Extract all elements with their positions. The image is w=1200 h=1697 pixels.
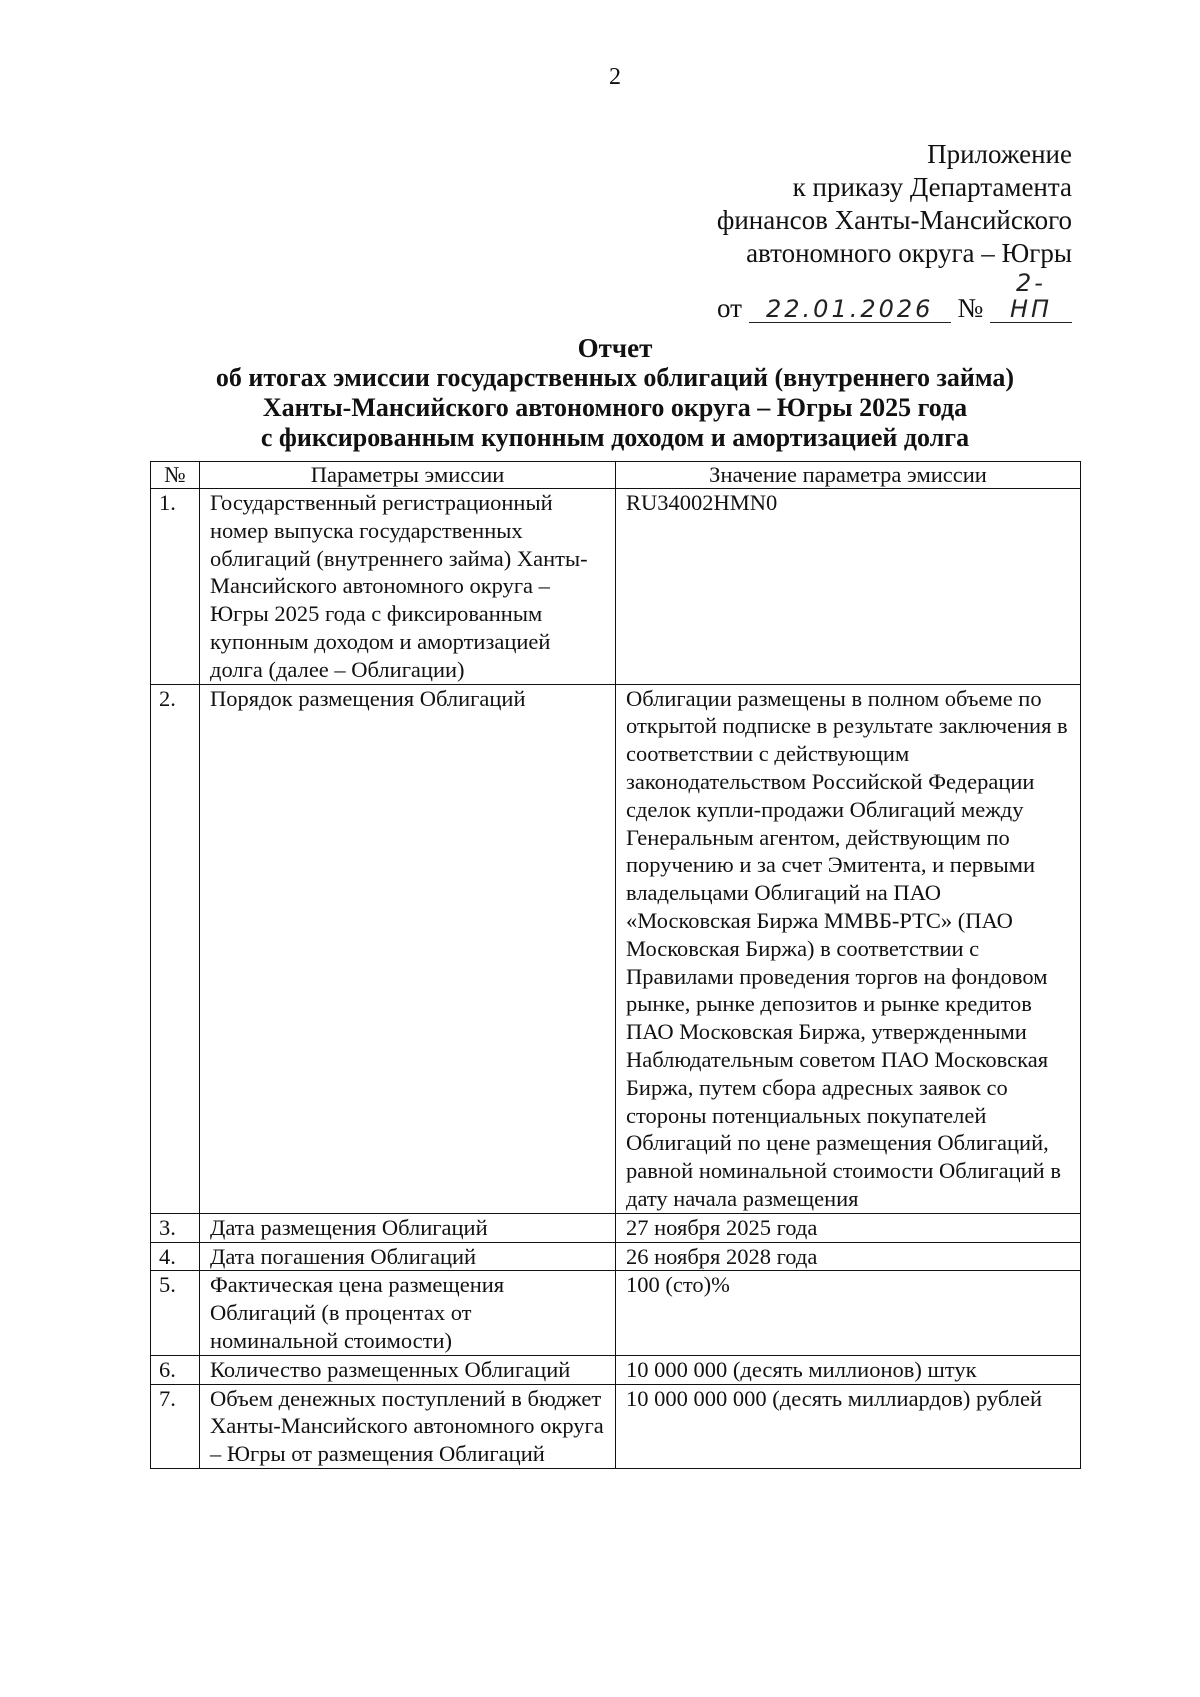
row-parameter: Государственный регистрационный номер выпуска государственных облигаций (внутреннего займа) Ханты-Мансийского автономного округа – Югры 2025 года с фиксированным купонным доходом и амортизацией долга (далее – Облигации)	[200, 489, 616, 685]
page-number: 2	[609, 64, 621, 90]
order-number-label: №	[957, 293, 984, 323]
row-number: 6.	[151, 1355, 200, 1384]
order-prefix: от	[717, 293, 742, 323]
row-parameter: Количество размещенных Облигаций	[200, 1355, 616, 1384]
row-number: 7.	[151, 1384, 200, 1468]
row-number: 1.	[151, 489, 200, 685]
row-value: 10 000 000 000 (десять миллиардов) рублей	[616, 1384, 1081, 1468]
row-number: 2.	[151, 684, 200, 1213]
column-header-number: №	[151, 462, 200, 489]
row-parameter: Дата размещения Облигаций	[200, 1213, 616, 1242]
title-line: Ханты-Мансийского автономного округа – Югры 2025 года	[262, 393, 968, 422]
order-number-handwritten: 2-НП	[990, 270, 1072, 323]
row-value: 26 ноября 2028 года	[616, 1242, 1081, 1271]
appendix-line: финансов Ханты-Мансийского	[716, 205, 1072, 235]
title-line: Отчет	[577, 333, 653, 363]
table-row	[151, 1271, 1081, 1355]
appendix-line: Приложение	[927, 139, 1072, 169]
row-parameter: Дата погашения Облигаций	[200, 1242, 616, 1271]
appendix-line: автономного округа – Югры	[746, 238, 1072, 268]
emission-parameters-table	[150, 461, 1081, 1469]
row-value: Облигации размещены в полном объеме по открытой подписке в результате заключения в соответствии с действующим законодательством Российской Федерации сделок купли-продажи Облигаций между Генеральным агентом, действующим по поручению и за счет Эмитента, и первыми владельцами Облигаций на ПАО «Московская Биржа ММВБ-РТС» (ПАО Московская Биржа) в соответствии с Правилами проведения торгов на фондовом рынке, рынке депозитов и рынке кредитов ПАО Московская Биржа, утвержденными Наблюдательным советом ПАО Московская Биржа, путем сбора адресных заявок со стороны потенциальных покупателей Облигаций по цене размещения Облигаций, равной номинальной стоимости Облигаций в дату начала размещения	[616, 684, 1081, 1213]
row-parameter: Объем денежных поступлений в бюджет Ханты-Мансийского автономного округа – Югры от размещения Облигаций	[200, 1384, 616, 1468]
appendix-block	[717, 138, 1072, 325]
column-header-parameter: Параметры эмиссии	[200, 462, 616, 489]
row-value: 10 000 000 (десять миллионов) штук	[616, 1355, 1081, 1384]
table-row	[151, 1242, 1081, 1271]
row-number: 3.	[151, 1213, 200, 1242]
row-number: 4.	[151, 1242, 200, 1271]
row-value: 27 ноября 2025 года	[616, 1213, 1081, 1242]
table-row	[151, 1384, 1081, 1468]
table-row	[151, 684, 1081, 1213]
table-row	[151, 1355, 1081, 1384]
column-header-value: Значение параметра эмиссии	[616, 462, 1081, 489]
row-value: 100 (сто)%	[616, 1271, 1081, 1355]
row-parameter: Фактическая цена размещения Облигаций (в процентах от номинальной стоимости)	[200, 1271, 616, 1355]
title-line: об итогах эмиссии государственных облигаций (внутреннего займа)	[215, 363, 1015, 392]
row-parameter: Порядок размещения Облигаций	[200, 684, 616, 1213]
row-number: 5.	[151, 1271, 200, 1355]
table-header-row	[151, 462, 1081, 489]
table-row	[151, 489, 1081, 685]
order-reference	[717, 270, 1072, 325]
title-line: с фиксированным купонным доходом и амортизацией долга	[260, 423, 970, 452]
order-date-handwritten: 22.01.2026	[749, 296, 951, 323]
row-value: RU34002HMN0	[616, 489, 1081, 685]
appendix-line: к приказу Департамента	[792, 172, 1072, 202]
table-row	[151, 1213, 1081, 1242]
report-title	[150, 333, 1080, 453]
